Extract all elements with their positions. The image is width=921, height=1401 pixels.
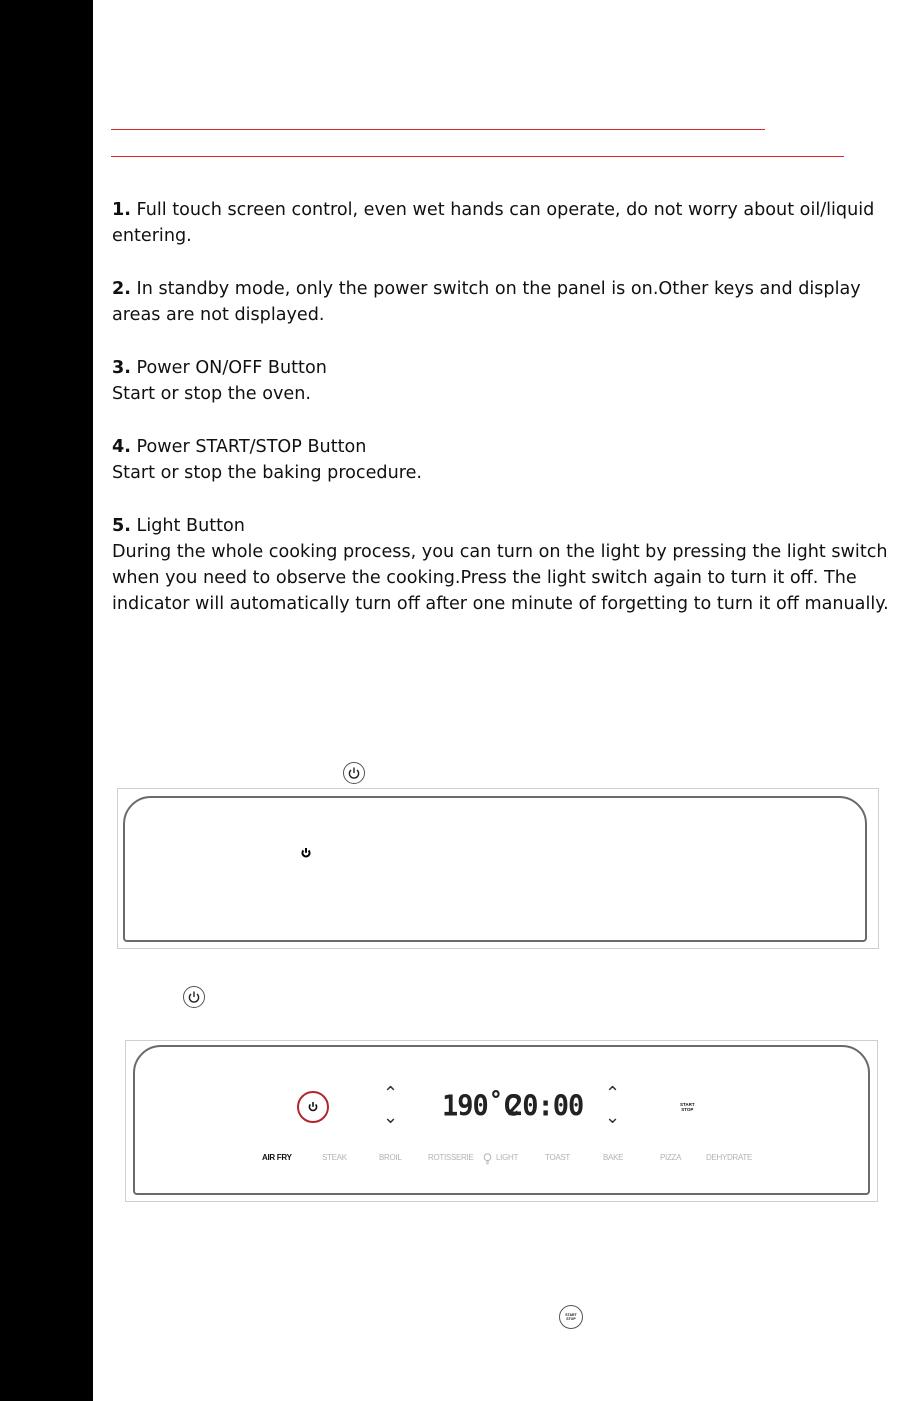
power-icon xyxy=(300,847,312,859)
start-label: START xyxy=(565,1313,577,1317)
instruction-item-3 xyxy=(112,355,902,408)
instructions xyxy=(112,197,902,644)
item-title: In standby mode, only the power switch on the panel is on.Other keys and display areas are not displayed. xyxy=(112,278,861,326)
item-description: Start or stop the oven. xyxy=(112,384,311,405)
red-divider-line xyxy=(111,129,765,130)
instruction-item-1 xyxy=(112,197,902,250)
start-label: START xyxy=(680,1102,695,1107)
standby-control-panel xyxy=(123,796,867,942)
item-title: Power START/STOP Button xyxy=(136,436,367,457)
item-number: 3. xyxy=(112,357,131,378)
power-button[interactable] xyxy=(297,1091,329,1123)
time-up-chevron-icon[interactable]: ⌃ xyxy=(605,1083,621,1104)
function-rotisserie[interactable]: ROTISSERIE xyxy=(428,1153,474,1162)
stop-label: STOP xyxy=(566,1317,576,1321)
function-light[interactable]: LIGHT xyxy=(496,1153,519,1162)
item-number: 2. xyxy=(112,278,131,299)
left-black-sidebar xyxy=(0,0,93,1401)
item-description: During the whole cooking process, you can turn on the light by pressing the light switch when you need to observe the cooking.Press the light switch again to turn it off. The indicator will automatically turn off after one minute of forgetting to turn it off manually. xyxy=(112,541,889,615)
temperature-down-chevron-icon[interactable]: ⌄ xyxy=(383,1107,399,1128)
item-number: 4. xyxy=(112,436,131,457)
item-title: Full touch screen control, even wet hands can operate, do not worry about oil/liquid entering. xyxy=(112,200,875,247)
function-bake[interactable]: BAKE xyxy=(603,1153,624,1162)
instruction-item-2 xyxy=(112,276,902,329)
standby-power-button[interactable] xyxy=(300,844,312,856)
function-toast[interactable]: TOAST xyxy=(545,1153,571,1162)
time-down-chevron-icon[interactable]: ⌄ xyxy=(605,1107,621,1128)
power-icon xyxy=(307,1101,319,1113)
function-pizza[interactable]: PIZZA xyxy=(660,1153,682,1162)
active-control-panel xyxy=(133,1045,870,1195)
power-icon xyxy=(183,986,205,1008)
item-title: Light Button xyxy=(136,515,245,536)
stop-label: STOP xyxy=(681,1107,694,1112)
red-divider-line xyxy=(111,156,844,157)
light-bulb-icon xyxy=(483,1150,492,1169)
function-dehydrate[interactable]: DEHYDRATE xyxy=(706,1153,753,1162)
start-stop-button[interactable] xyxy=(680,1102,695,1112)
temperature-up-chevron-icon[interactable]: ⌃ xyxy=(383,1083,399,1104)
power-icon xyxy=(343,762,365,784)
start-stop-icon xyxy=(559,1305,583,1329)
temperature-display: 190˚C xyxy=(442,1090,519,1123)
item-title: Power ON/OFF Button xyxy=(136,357,327,378)
instruction-item-5 xyxy=(112,513,902,618)
function-broil[interactable]: BROIL xyxy=(379,1153,402,1162)
instruction-item-4 xyxy=(112,434,902,487)
item-number: 5. xyxy=(112,515,131,536)
time-display: 20:00 xyxy=(507,1090,584,1123)
function-air-fry[interactable]: AIR FRY xyxy=(262,1153,292,1162)
function-steak[interactable]: STEAK xyxy=(322,1153,347,1162)
item-description: Start or stop the baking procedure. xyxy=(112,462,423,483)
item-number: 1. xyxy=(112,200,131,220)
